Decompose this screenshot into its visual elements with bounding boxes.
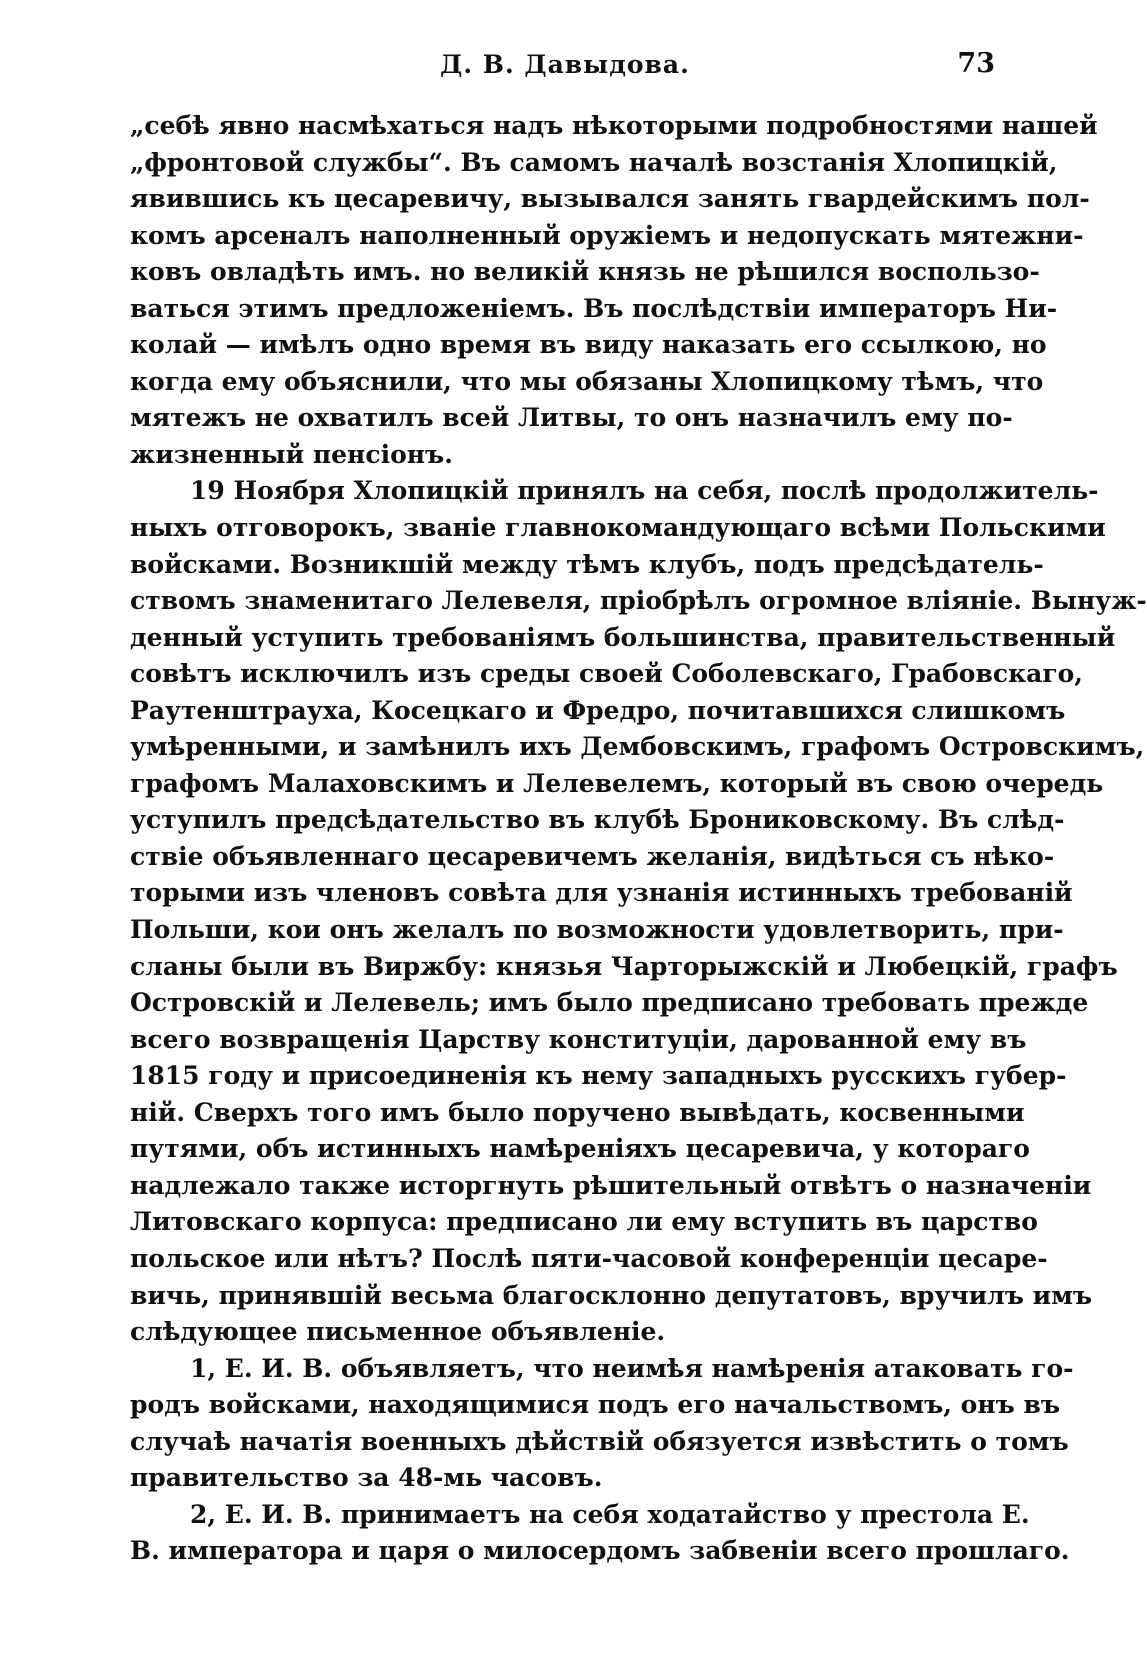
text-line: ствіе объявленнаго цесаревичемъ желанія, видѣться съ нѣко- [130, 841, 1055, 871]
text-line: сланы были въ Виржбу: князья Чарторыжскій и Любецкій, графъ [130, 951, 1118, 981]
text-line: 1, Е. И. В. объявляетъ, что неимѣя намѣренія атаковать го- [190, 1353, 1074, 1383]
text-line: Польши, кои онъ желалъ по возможности удовлетворить, при- [130, 915, 1064, 945]
text-line: явившись къ цесаревичу, вызывался занять гвардейскимъ пол- [130, 184, 1090, 214]
text-line: правительство за 48-мь часовъ. [130, 1463, 603, 1493]
text-line: колай — имѣлъ одно время въ виду наказать его ссылкою, но [130, 330, 1047, 360]
text-line: 19 Ноября Хлопицкій принялъ на себя, послѣ продолжитель- [190, 476, 1099, 506]
text-line: ковъ овладѣть имъ. но великій князь не рѣшился воспользо- [130, 257, 1040, 287]
paragraph-2 [130, 473, 1147, 1350]
text-line: войсками. Возникшій между тѣмъ клубъ, подъ предсѣдатель- [130, 549, 1044, 579]
text-line: путями, объ истинныхъ намѣреніяхъ цесаревича, у котораго [130, 1134, 1030, 1164]
text-line: Островскій и Лелевель; имъ было предписано требовать прежде [130, 988, 1089, 1018]
text-line: Раутенштрауха, Косецкаго и Фредро, почитавшихся слишкомъ [130, 695, 1066, 725]
text-line: 2, Е. И. В. принимаетъ на себя ходатайство у престола Е. [190, 1499, 1030, 1529]
text-line: надлежало также исторгнуть рѣшительный отвѣтъ о назначеніи [130, 1170, 1092, 1200]
text-line: торыми изъ членовъ совѣта для узнанія истинныхъ требованій [130, 878, 1073, 908]
page-number: 73 [957, 48, 995, 79]
text-line: В. императора и царя о милосердомъ забвеніи всего прошлаго. [130, 1536, 1070, 1566]
text-line: уступилъ предсѣдательство въ клубѣ Брониковскому. Въ слѣд- [130, 805, 1065, 835]
text-line: комъ арсеналъ наполненный оружіемъ и недопускать мятежни- [130, 220, 1084, 250]
text-line: мятежъ не охватилъ всей Литвы, то онъ назначилъ ему по- [130, 403, 1013, 433]
text-line: 1815 году и присоединенія къ нему западныхъ русскихъ губер- [130, 1061, 1067, 1091]
text-line: когда ему объяснили, что мы обязаны Хлопицкому тѣмъ, что [130, 366, 1044, 396]
body-text [130, 108, 1147, 1570]
text-line: денный уступить требованіямъ большинства, правительственный [130, 622, 1116, 652]
text-line: ній. Сверхъ того имъ было поручено вывѣдать, косвенными [130, 1097, 1025, 1127]
text-line: слѣдующее письменное объявленіе. [130, 1317, 666, 1347]
text-line: ваться этимъ предложеніемъ. Въ послѣдствіи императоръ Ни- [130, 293, 1058, 323]
text-line: вичь, принявшій весьма благосклонно депутатовъ, вручилъ имъ [130, 1280, 1093, 1310]
paragraph-3 [130, 1351, 1074, 1497]
text-line: ствомъ знаменитаго Лелевеля, пріобрѣлъ огромное вліяніе. Вынуж- [130, 586, 1147, 616]
running-title: Д. В. Давыдова. [440, 50, 690, 79]
text-line: „фронтовой службы“. Въ самомъ началѣ возстанія Хлопицкій, [130, 147, 1058, 177]
text-line: Литовскаго корпуса: предписано ли ему вступить въ царство [130, 1207, 1038, 1237]
text-line: случаѣ начатія военныхъ дѣйствій обязуется извѣстить о томъ [130, 1426, 1069, 1456]
paragraph-1 [130, 108, 1098, 473]
paragraph-4 [130, 1497, 1070, 1570]
running-head [135, 50, 995, 90]
text-line: родъ войсками, находящимися подъ его начальствомъ, онъ въ [130, 1390, 1061, 1420]
text-line: совѣтъ исключилъ изъ среды своей Соболевскаго, Грабовскаго, [130, 659, 1084, 689]
text-line: графомъ Малаховскимъ и Лелевелемъ, который въ свою очередь [130, 768, 1104, 798]
text-line: „себѣ явно насмѣхаться надъ нѣкоторыми подробностями нашей [130, 111, 1098, 140]
text-line: умѣренными, и замѣнилъ ихъ Дембовскимъ, графомъ Островскимъ, [130, 732, 1145, 762]
text-line: всего возвращенія Царству конституціи, дарованной ему въ [130, 1024, 1027, 1054]
text-line: польское или нѣтъ? Послѣ пяти-часовой конференціи цесаре- [130, 1243, 1048, 1273]
text-line: ныхъ отговорокъ, званіе главнокомандующаго всѣми Польскими [130, 513, 1106, 543]
text-line: жизненный пенсіонъ. [130, 439, 453, 469]
